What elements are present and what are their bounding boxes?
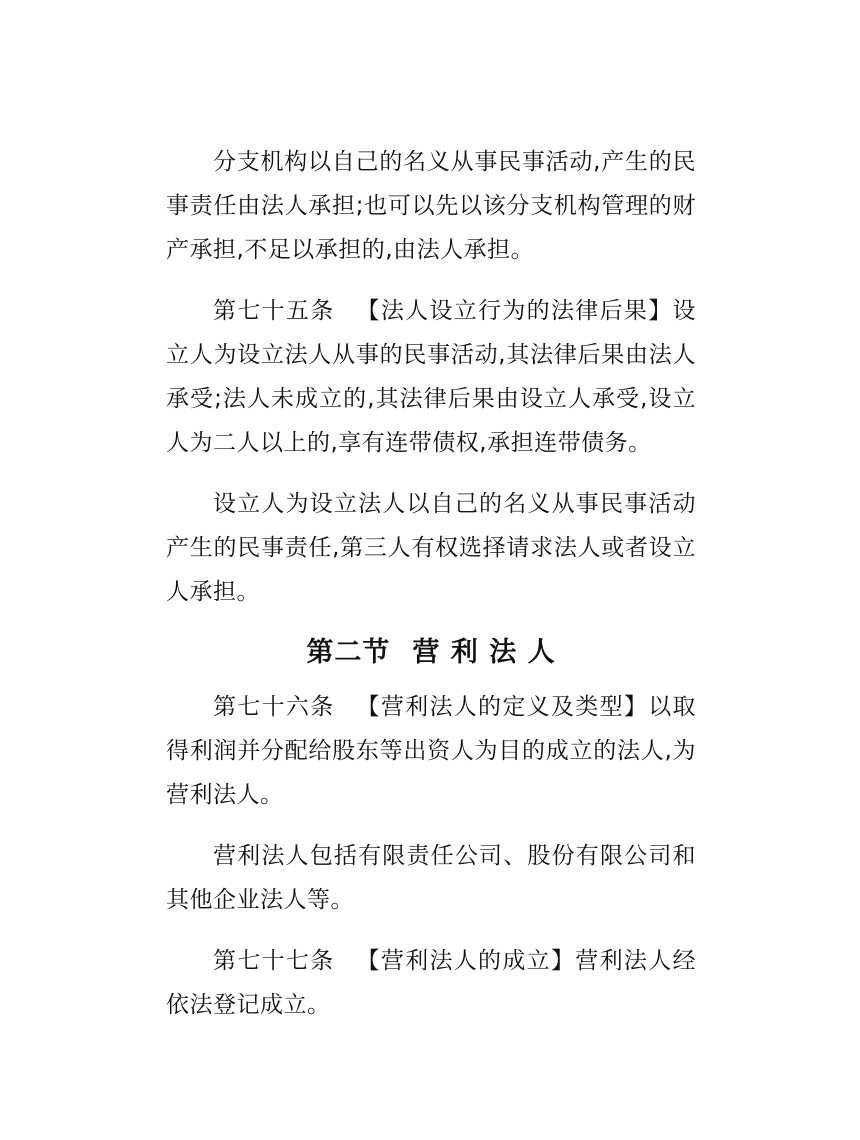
paragraph-text: 分支机构以自己的名义从事民事活动,产生的民事责任由法人承担;也可以先以该分支机构管理的财产承担,不足以承担的,由法人承担。 — [166, 149, 696, 263]
paragraph-text: 设立人为设立法人以自己的名义从事民事活动产生的民事责任,第三人有权选择请求法人或者设立人承担。 — [166, 491, 696, 605]
article-text: 【法人设立行为的法律后果】设立人为设立法人从事的民事活动,其法律后果由法人承受;法人未成立的,其法律后果由设立人承受,设立人为二人以上的,享有连带债权,承担连带债务。 — [166, 298, 697, 456]
article-77 — [166, 939, 696, 1027]
article-number: 第七十七条 — [213, 948, 335, 974]
article-number: 第七十六条 — [213, 694, 335, 720]
section-number: 第二节 — [306, 637, 391, 668]
paragraph-founder-liability — [166, 482, 696, 614]
paragraph-for-profit-types — [166, 834, 696, 922]
document-body — [166, 140, 696, 1044]
article-75 — [166, 289, 696, 465]
section-heading — [166, 631, 696, 675]
article-number: 第七十五条 — [213, 298, 335, 324]
article-text: 【营利法人的定义及类型】以取得利润并分配给股东等出资人为目的成立的法人,为营利法人。 — [166, 694, 697, 808]
article-76 — [166, 685, 696, 817]
article-text: 【营利法人的成立】营利法人经依法登记成立。 — [166, 948, 697, 1018]
paragraph-text: 营利法人包括有限责任公司、股份有限公司和其他企业法人等。 — [166, 843, 696, 913]
section-title: 营 利 法 人 — [412, 637, 556, 668]
paragraph-branch-liability — [166, 140, 696, 272]
